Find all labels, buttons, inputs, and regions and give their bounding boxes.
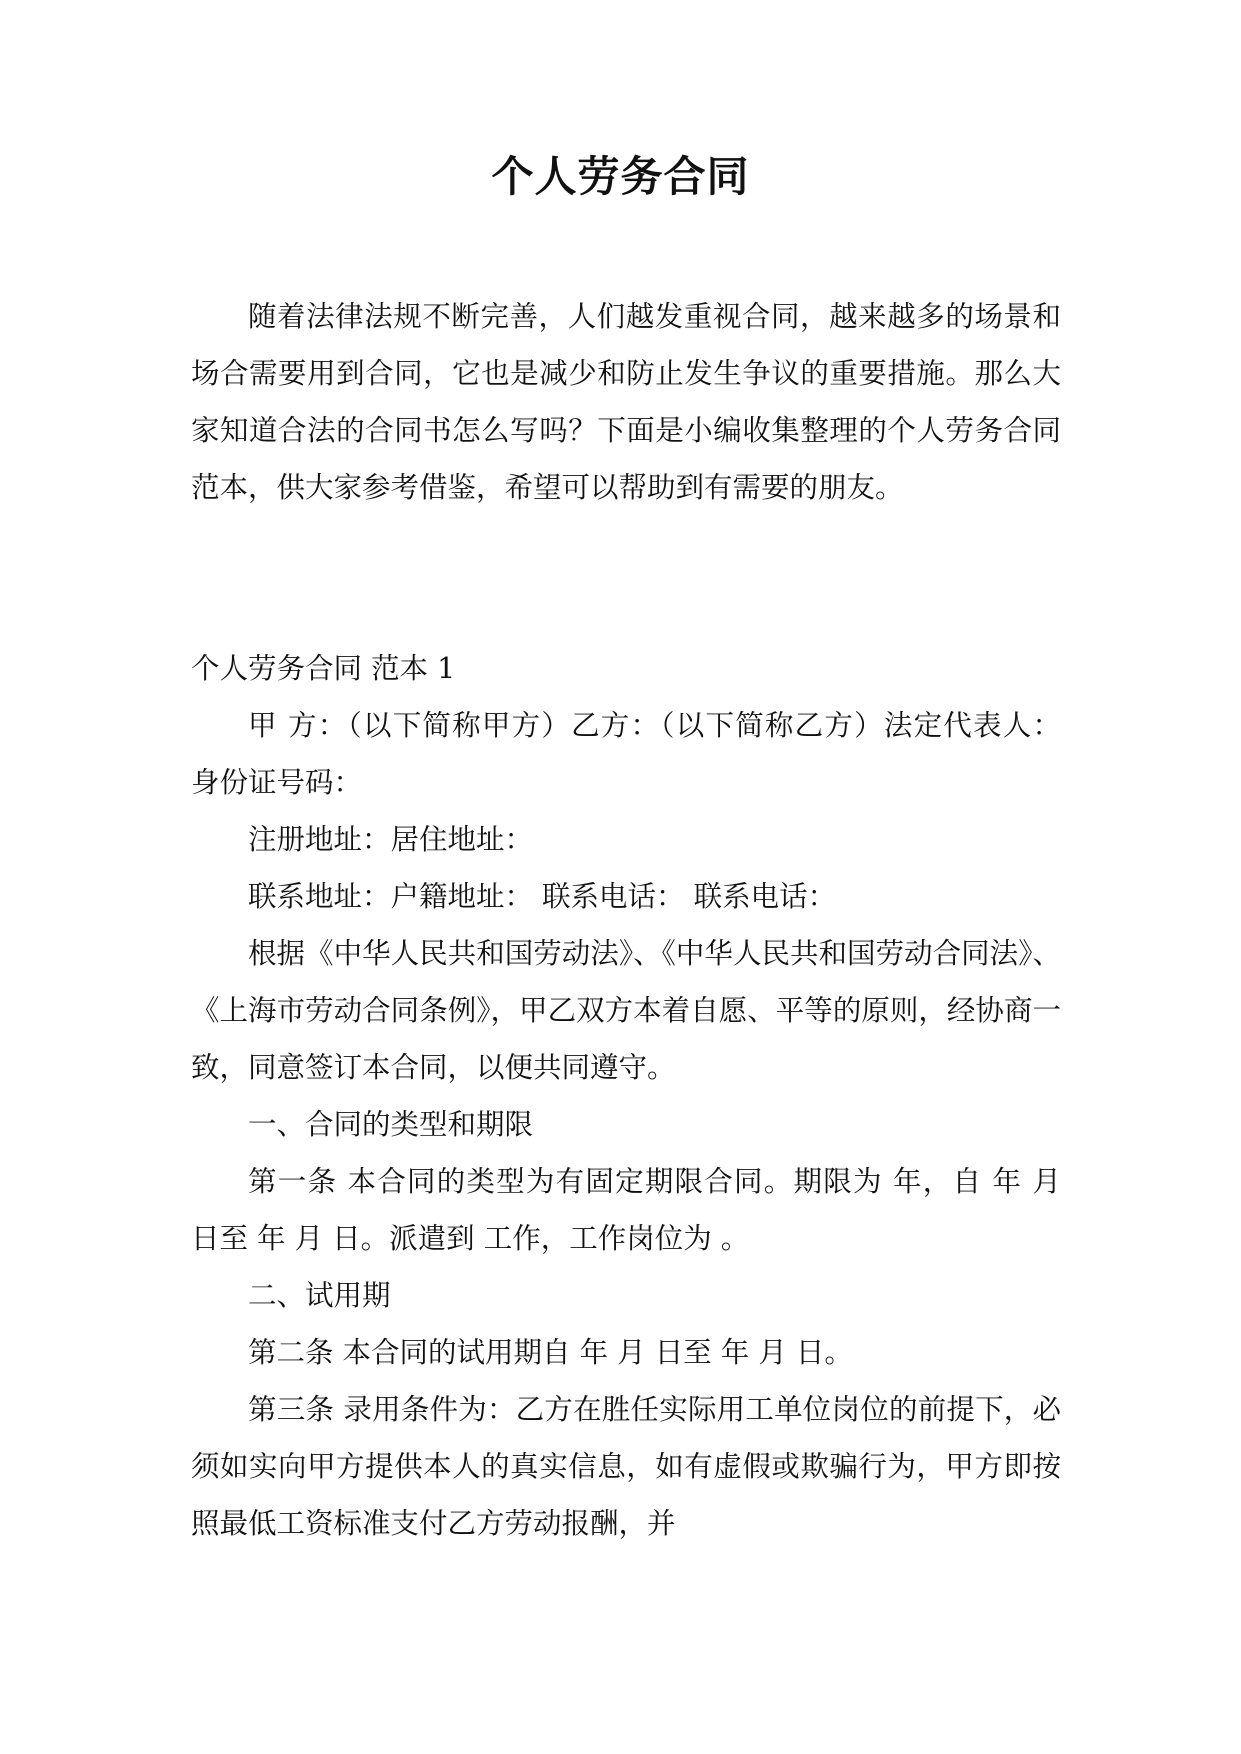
article-3-paragraph: 第三条 录用条件为：乙方在胜任实际用工单位岗位的前提下，必须如实向甲方提供本人的真实信息，如有虚假或欺骗行为，甲方即按照最低工资标准支付乙方劳动报酬，并 [191, 1393, 1061, 1540]
article-2-paragraph: 第二条 本合同的试用期自 年 月 日至 年 月 日。 [248, 1336, 853, 1369]
contract-body [191, 640, 1061, 1552]
clause-heading-2: 二、试用期 [248, 1279, 391, 1312]
document-title: 个人劳务合同 [491, 152, 750, 201]
address-paragraph: 注册地址：居住地址： [248, 823, 534, 856]
legal-basis-paragraph: 根据《中华人民共和国劳动法》、《中华人民共和国劳动合同法》、《上海市劳动合同条例》，甲乙双方本着自愿、平等的原则，经协商一致，同意签订本合同，以便共同遵守。 [191, 937, 1061, 1084]
contact-paragraph: 联系地址：户籍地址： 联系电话： 联系电话： [248, 880, 837, 913]
section-heading: 个人劳务合同 范本 1 [191, 652, 456, 685]
article-1-paragraph: 第一条 本合同的类型为有固定期限合同。期限为 年，自 年 月 日至 年 月 日。派遣到 工作，工作岗位为 。 [191, 1165, 1061, 1255]
intro-block [191, 288, 1061, 516]
party-info-paragraph: 甲 方：（以下简称甲方）乙方：（以下简称乙方）法定代表人： 身份证号码： [191, 709, 1061, 799]
intro-paragraph: 随着法律法规不断完善，人们越发重视合同，越来越多的场景和场合需要用到合同，它也是减少和防止发生争议的重要措施。那么大家知道合法的合同书怎么写吗？下面是小编收集整理的个人劳务合同 范本，供大家参考借鉴，希望可以帮助到有需要的朋友。 [191, 300, 1061, 504]
clause-heading-1: 一、合同的类型和期限 [248, 1108, 534, 1141]
